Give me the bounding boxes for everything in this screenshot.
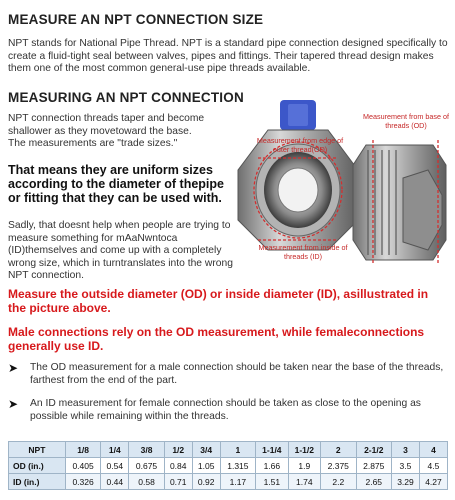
table-cell: 2.65 — [356, 474, 391, 490]
annotation-base-threads-od: Measurement from base of threads (OD) — [363, 112, 449, 130]
table-header-cell: 2 — [321, 442, 356, 458]
uniform-sizes-paragraph: That means they are uniform sizes according to the diameter of thepipe or fitting that they can be used with. — [8, 163, 224, 205]
table-header-cell: 3/8 — [129, 442, 164, 458]
table-header-cell: 1-1/4 — [256, 442, 288, 458]
table-row-od — [9, 458, 448, 474]
table-header-cell: 1/4 — [101, 442, 129, 458]
table-cell: 0.405 — [65, 458, 100, 474]
male-fitting-image — [353, 145, 446, 260]
arrow-bullet-icon: ➤ — [8, 361, 19, 375]
sadly-paragraph: Sadly, that doesnt help when people are trying to measure something for mAaNwntoca (ID)themselves and come up with a completely wrong size, which in turntranslates into the wrong NPT connection. — [8, 220, 233, 281]
measure-od-id-note: Measure the outside diameter (OD) or inside diameter (ID), asillustrated in the picture above. — [8, 287, 429, 315]
table-header-cell: 3/4 — [192, 442, 220, 458]
table-cell: 2.2 — [321, 474, 356, 490]
table-header-cell: 2-1/2 — [356, 442, 391, 458]
table-header-cell: 3 — [392, 442, 420, 458]
arrow-bullet-icon: ➤ — [8, 397, 19, 411]
bullet-od-male — [8, 362, 448, 387]
npt-size-table — [8, 441, 448, 490]
blue-valve-handle — [280, 100, 316, 130]
table-cell: 0.326 — [65, 474, 100, 490]
table-cell: 0.84 — [164, 458, 192, 474]
table-cell: 0.675 — [129, 458, 164, 474]
table-header-cell: 4 — [419, 442, 447, 458]
table-cell: 1.51 — [256, 474, 288, 490]
table-cell: 1.66 — [256, 458, 288, 474]
male-female-note: Male connections rely on the OD measurement, while femaleconnections generally use ID. — [8, 325, 425, 353]
table-header-cell: 1-1/2 — [288, 442, 320, 458]
table-header-cell: NPT — [9, 442, 66, 458]
table-header-cell: 1/2 — [164, 442, 192, 458]
table-cell: 3.29 — [392, 474, 420, 490]
table-cell: 0.54 — [101, 458, 129, 474]
taper-paragraph: NPT connection threads taper and become shallower as they movetoward the base. The measurements are "trade sizes." — [8, 113, 205, 149]
table-cell: 1.17 — [220, 474, 255, 490]
bullet-id-text: An ID measurement for female connection should be taken as close to the opening as possible while remaining within the threads. — [30, 398, 421, 422]
table-cell: 0.44 — [101, 474, 129, 490]
table-header-row — [9, 442, 448, 458]
table-cell: 1.315 — [220, 458, 255, 474]
table-header-cell: 1 — [220, 442, 255, 458]
table-cell: 0.92 — [192, 474, 220, 490]
table-cell: 1.74 — [288, 474, 320, 490]
table-cell: 2.375 — [321, 458, 356, 474]
annotation-inside-threads-id: Measurement from inside of threads (ID) — [258, 243, 348, 261]
bullet-id-female — [8, 398, 448, 423]
table-cell: 3.5 — [392, 458, 420, 474]
table-cell: 4.27 — [419, 474, 447, 490]
table-row-label: OD (in.) — [9, 458, 66, 474]
table-cell: 0.58 — [129, 474, 164, 490]
section-title-measure-size: MEASURE AN NPT CONNECTION SIZE — [8, 12, 264, 27]
annotation-outer-thread-od: Measurement from edge of outer thread(OD) — [256, 136, 344, 154]
section-title-measuring: MEASURING AN NPT CONNECTION — [8, 90, 244, 105]
table-row-id — [9, 474, 448, 490]
table-cell: 1.9 — [288, 458, 320, 474]
table-cell: 2.875 — [356, 458, 391, 474]
table-header-cell: 1/8 — [65, 442, 100, 458]
table-cell: 4.5 — [419, 458, 447, 474]
npt-intro-paragraph: NPT stands for National Pipe Thread. NPT is a standard pipe connection designed specifically to create a fluid-tight seal between valves, pipes and fittings. Their tapered thread design makes them one of the most common general-use pipe threads available. — [8, 38, 448, 74]
table-cell: 1.05 — [192, 458, 220, 474]
table-row-label: ID (in.) — [9, 474, 66, 490]
table-cell: 0.71 — [164, 474, 192, 490]
bullet-od-text: The OD measurement for a male connection should be taken near the base of the threads, farthest from the end of the part. — [30, 362, 444, 386]
